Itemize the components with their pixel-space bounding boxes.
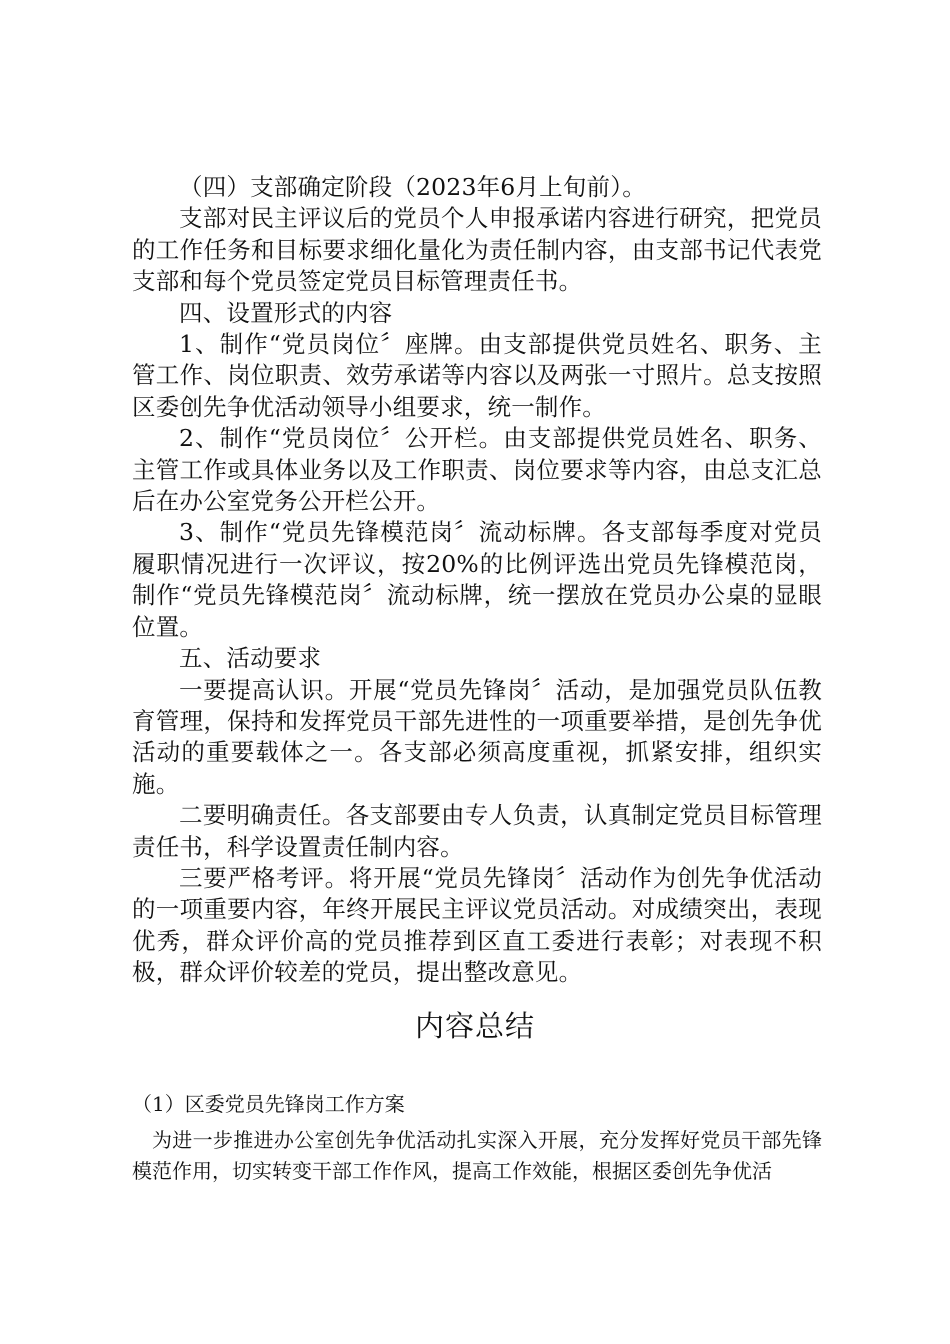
paragraph-item-one: 1、制作“党员岗位〞座牌。由支部提供党员姓名、职务、主管工作、岗位职责、效劳承诺等内容以及两张一寸照片。总支按照区委创先争优活动领导小组要求，统一制作。 bbox=[132, 330, 822, 421]
paragraph-requirement-three: 三要严格考评。将开展“党员先锋岗〞活动作为创先争优活动的一项重要内容，年终开展民主评议党员活动。对成绩突出，表现优秀，群众评价高的党员推荐到区直工委进行表彰；对表现不积极，群众评价较差的党员，提出整改意见。 bbox=[132, 863, 822, 987]
paragraph-requirement-one: 一要提高认识。开展“党员先锋岗〞活动，是加强党员队伍教育管理，保持和发挥党员干部先进性的一项重要举措，是创先争优活动的重要载体之一。各支部必须高度重视，抓紧安排，组织实施。 bbox=[132, 675, 822, 798]
summary-paragraph: 为进一步推进办公室创先争优活动扎实深入开展，充分发挥好党员干部先锋模范作用，切实转变干部工作作风，提高工作效能，根据区委创先争优活 bbox=[132, 1128, 822, 1183]
section-heading-four: 四、设置形式的内容 bbox=[179, 298, 393, 327]
paragraph-stage-four: （四）支部确定阶段（2023年6月上旬前）。 bbox=[179, 173, 646, 201]
document-body bbox=[132, 172, 822, 989]
section-heading-five: 五、活动要求 bbox=[179, 644, 322, 673]
paragraph-stage-four-detail: 支部对民主评议后的党员个人申报承诺内容进行研究，把党员的工作任务和目标要求细化量化为责任制内容，由支部书记代表党支部和每个党员签定党员目标管理责任书。 bbox=[132, 204, 822, 296]
summary-section bbox=[132, 1089, 822, 1187]
summary-title: 内容总结 bbox=[414, 1009, 535, 1043]
paragraph-requirement-two: 二要明确责任。各支部要由专人负责，认真制定党员目标管理责任书，科学设置责任制内容。 bbox=[132, 801, 822, 861]
paragraph-item-three: 3、制作“党员先锋模范岗〞流动标牌。各支部每季度对党员履职情况进行一次评议，按20%的比例评选出党员先锋模范岗，制作“党员先锋模范岗〞流动标牌，统一摆放在党员办公桌的显眼位置。 bbox=[132, 518, 822, 641]
summary-heading: （1）区委党员先锋岗工作方案 bbox=[132, 1092, 405, 1116]
paragraph-item-two: 2、制作“党员岗位〞公开栏。由支部提供党员姓名、职务、主管工作或具体业务以及工作职责、岗位要求等内容，由总支汇总后在办公室党务公开栏公开。 bbox=[132, 424, 822, 516]
